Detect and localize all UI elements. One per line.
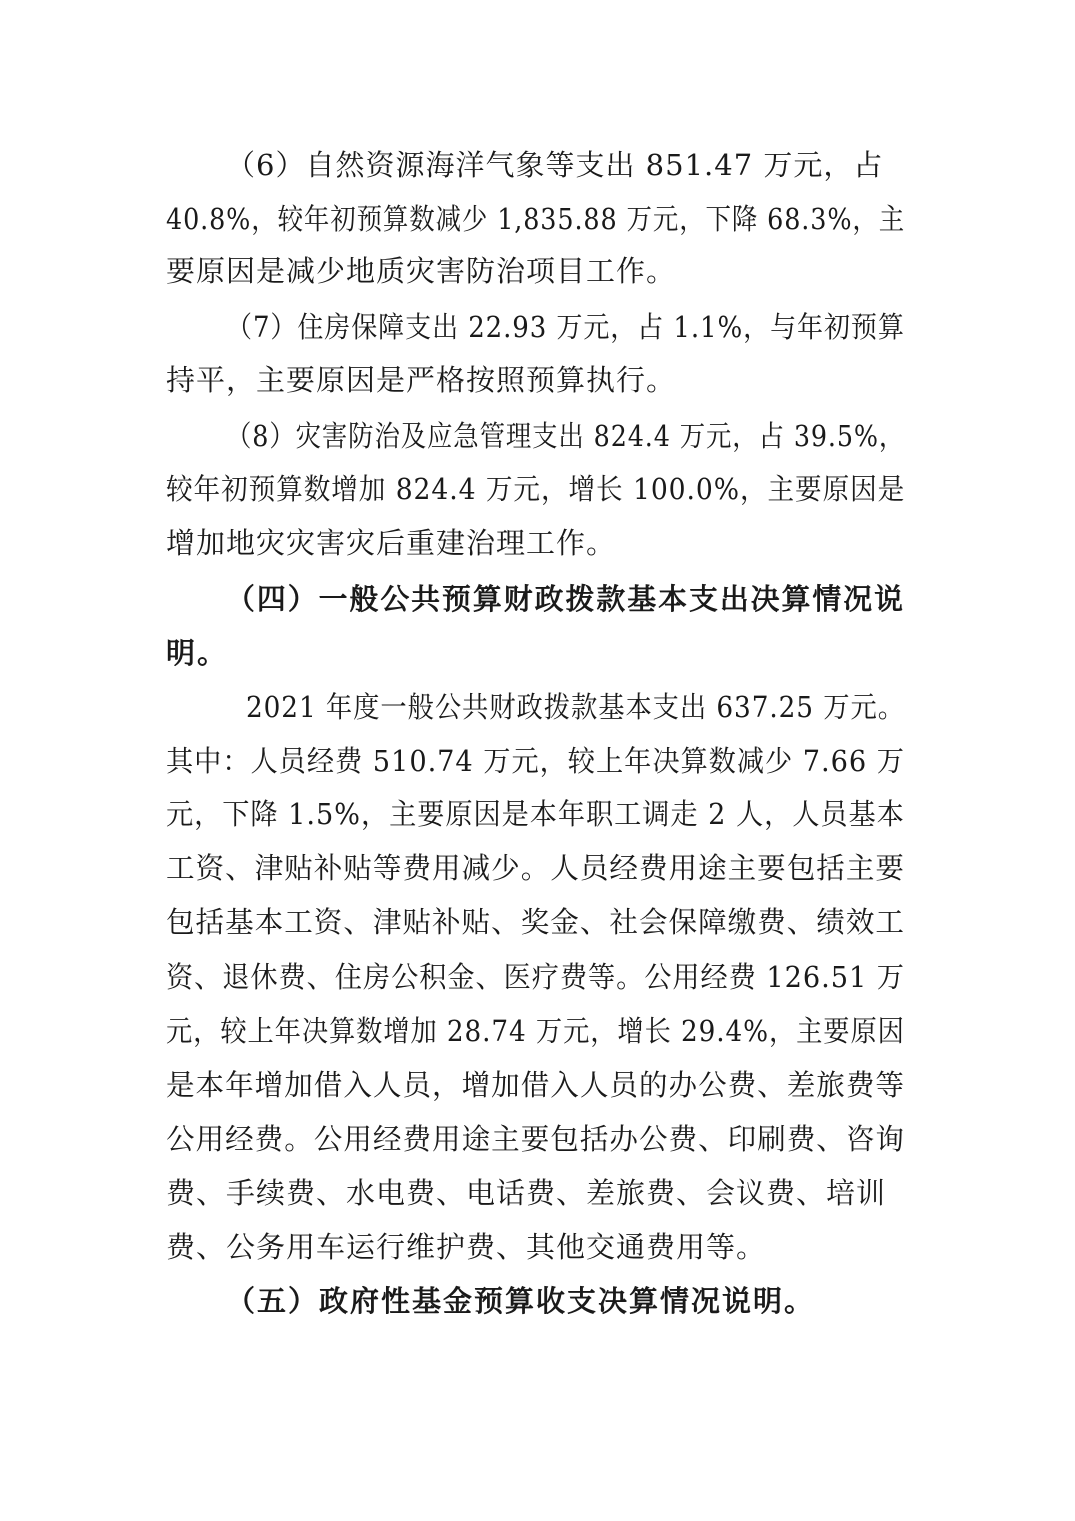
- section-heading: 明。: [166, 636, 229, 670]
- paragraph-line: 费、公务用车运行维护费、其他交通费用等。: [166, 1230, 767, 1264]
- paragraph-line: 2021 年度一般公共财政拨款基本支出 637.25 万元。: [246, 690, 905, 724]
- paragraph-line: （6）自然资源海洋气象等支出 851.47 万元，占: [226, 148, 884, 182]
- paragraph-line: 增加地灾灾害灾后重建治理工作。: [166, 526, 617, 560]
- paragraph-line: 费、手续费、水电费、电话费、差旅费、会议费、培训: [166, 1176, 887, 1210]
- paragraph-line: 其中：人员经费 510.74 万元，较上年决算数减少 7.66 万: [166, 744, 905, 778]
- paragraph-line: 工资、津贴补贴等费用减少。人员经费用途主要包括主要: [166, 851, 905, 885]
- paragraph-line: 要原因是减少地质灾害防治项目工作。: [166, 254, 677, 288]
- paragraph-line: 公用经费。公用经费用途主要包括办公费、印刷费、咨询: [166, 1122, 905, 1156]
- paragraph-line: 元，较上年决算数增加 28.74 万元，增长 29.4%，主要原因: [166, 1014, 905, 1048]
- paragraph-line: （7）住房保障支出 22.93 万元，占 1.1%，与年初预算: [226, 310, 905, 344]
- paragraph-line: 40.8%，较年初预算数减少 1,835.88 万元，下降 68.3%，主: [166, 202, 906, 236]
- paragraph-line: 资、退休费、住房公积金、医疗费等。公用经费 126.51 万: [166, 960, 905, 994]
- paragraph-line: 包括基本工资、津贴补贴、奖金、社会保障缴费、绩效工: [166, 905, 905, 939]
- paragraph-line: 持平，主要原因是严格按照预算执行。: [166, 363, 677, 397]
- paragraph-line: 较年初预算数增加 824.4 万元，增长 100.0%，主要原因是: [166, 472, 906, 506]
- section-heading: （五）政府性基金预算收支决算情况说明。: [226, 1284, 816, 1318]
- paragraph-line: 元，下降 1.5%，主要原因是本年职工调走 2 人，人员基本: [166, 797, 905, 831]
- paragraph-line: （8）灾害防治及应急管理支出 824.4 万元，占 39.5%，: [226, 419, 906, 453]
- section-heading: （四）一般公共预算财政拨款基本支出决算情况说: [226, 582, 906, 616]
- paragraph-line: 是本年增加借入人员，增加借入人员的办公费、差旅费等: [166, 1068, 905, 1102]
